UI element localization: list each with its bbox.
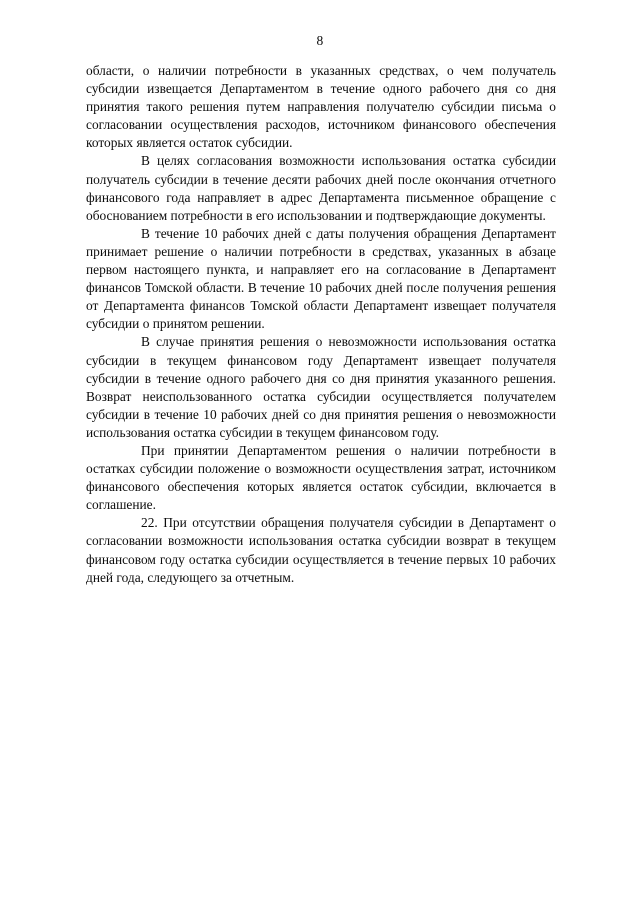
paragraph: В течение 10 рабочих дней с даты получения обращения Департамент принимает решение о наличии потребности в средствах, указанных в абзаце первом настоящего пункта, и направляет его на согласование в Департамент финансов Томской области. В течение 10 рабочих дней после получения решения от Департамента финансов Томской области Департамент извещает получателя субсидии о принятом решении. <box>86 225 556 332</box>
paragraph: области, о наличии потребности в указанных средствах, о чем получатель субсидии извещается Департаментом в течение одного рабочего дня со дня принятия такого решения путем направления получателю субсидии письма о согласовании осуществления расходов, источником финансового обеспечения которых является остаток субсидии. <box>86 63 556 151</box>
document-body <box>86 62 556 587</box>
paragraph: В случае принятия решения о невозможности использования остатка субсидии в текущем финансовом году Департамент извещает получателя субсидии в течение одного рабочего дня со дня принятия указанного решения. Возврат неиспользованного остатка субсидии осуществляется получателем субсидии в течение 10 рабочих дней со дня принятия решения о невозможности использования остатка субсидии в текущем финансовом году. <box>86 334 556 440</box>
paragraph: При принятии Департаментом решения о наличии потребности в остатках субсидии положение о возможности осуществления затрат, источником финансового обеспечения которых является остаток субсидии, включается в соглашение. <box>86 442 556 513</box>
paragraph-numbered-22: 22. При отсутствии обращения получателя субсидии в Департамент о согласовании возможности использования остатка субсидии возврат в текущем финансовом году остатка субсидии осуществляется в течение первых 10 рабочих дней года, следующего за отчетным. <box>86 515 556 585</box>
page-number: 8 <box>316 33 324 48</box>
paragraph: В целях согласования возможности использования остатка субсидии получатель субсидии в течение десяти рабочих дней после окончания отчетного финансового года направляет в адрес Департамента письменное обращение с обоснованием потребности в его использовании и подтверждающие документы. <box>86 153 556 223</box>
